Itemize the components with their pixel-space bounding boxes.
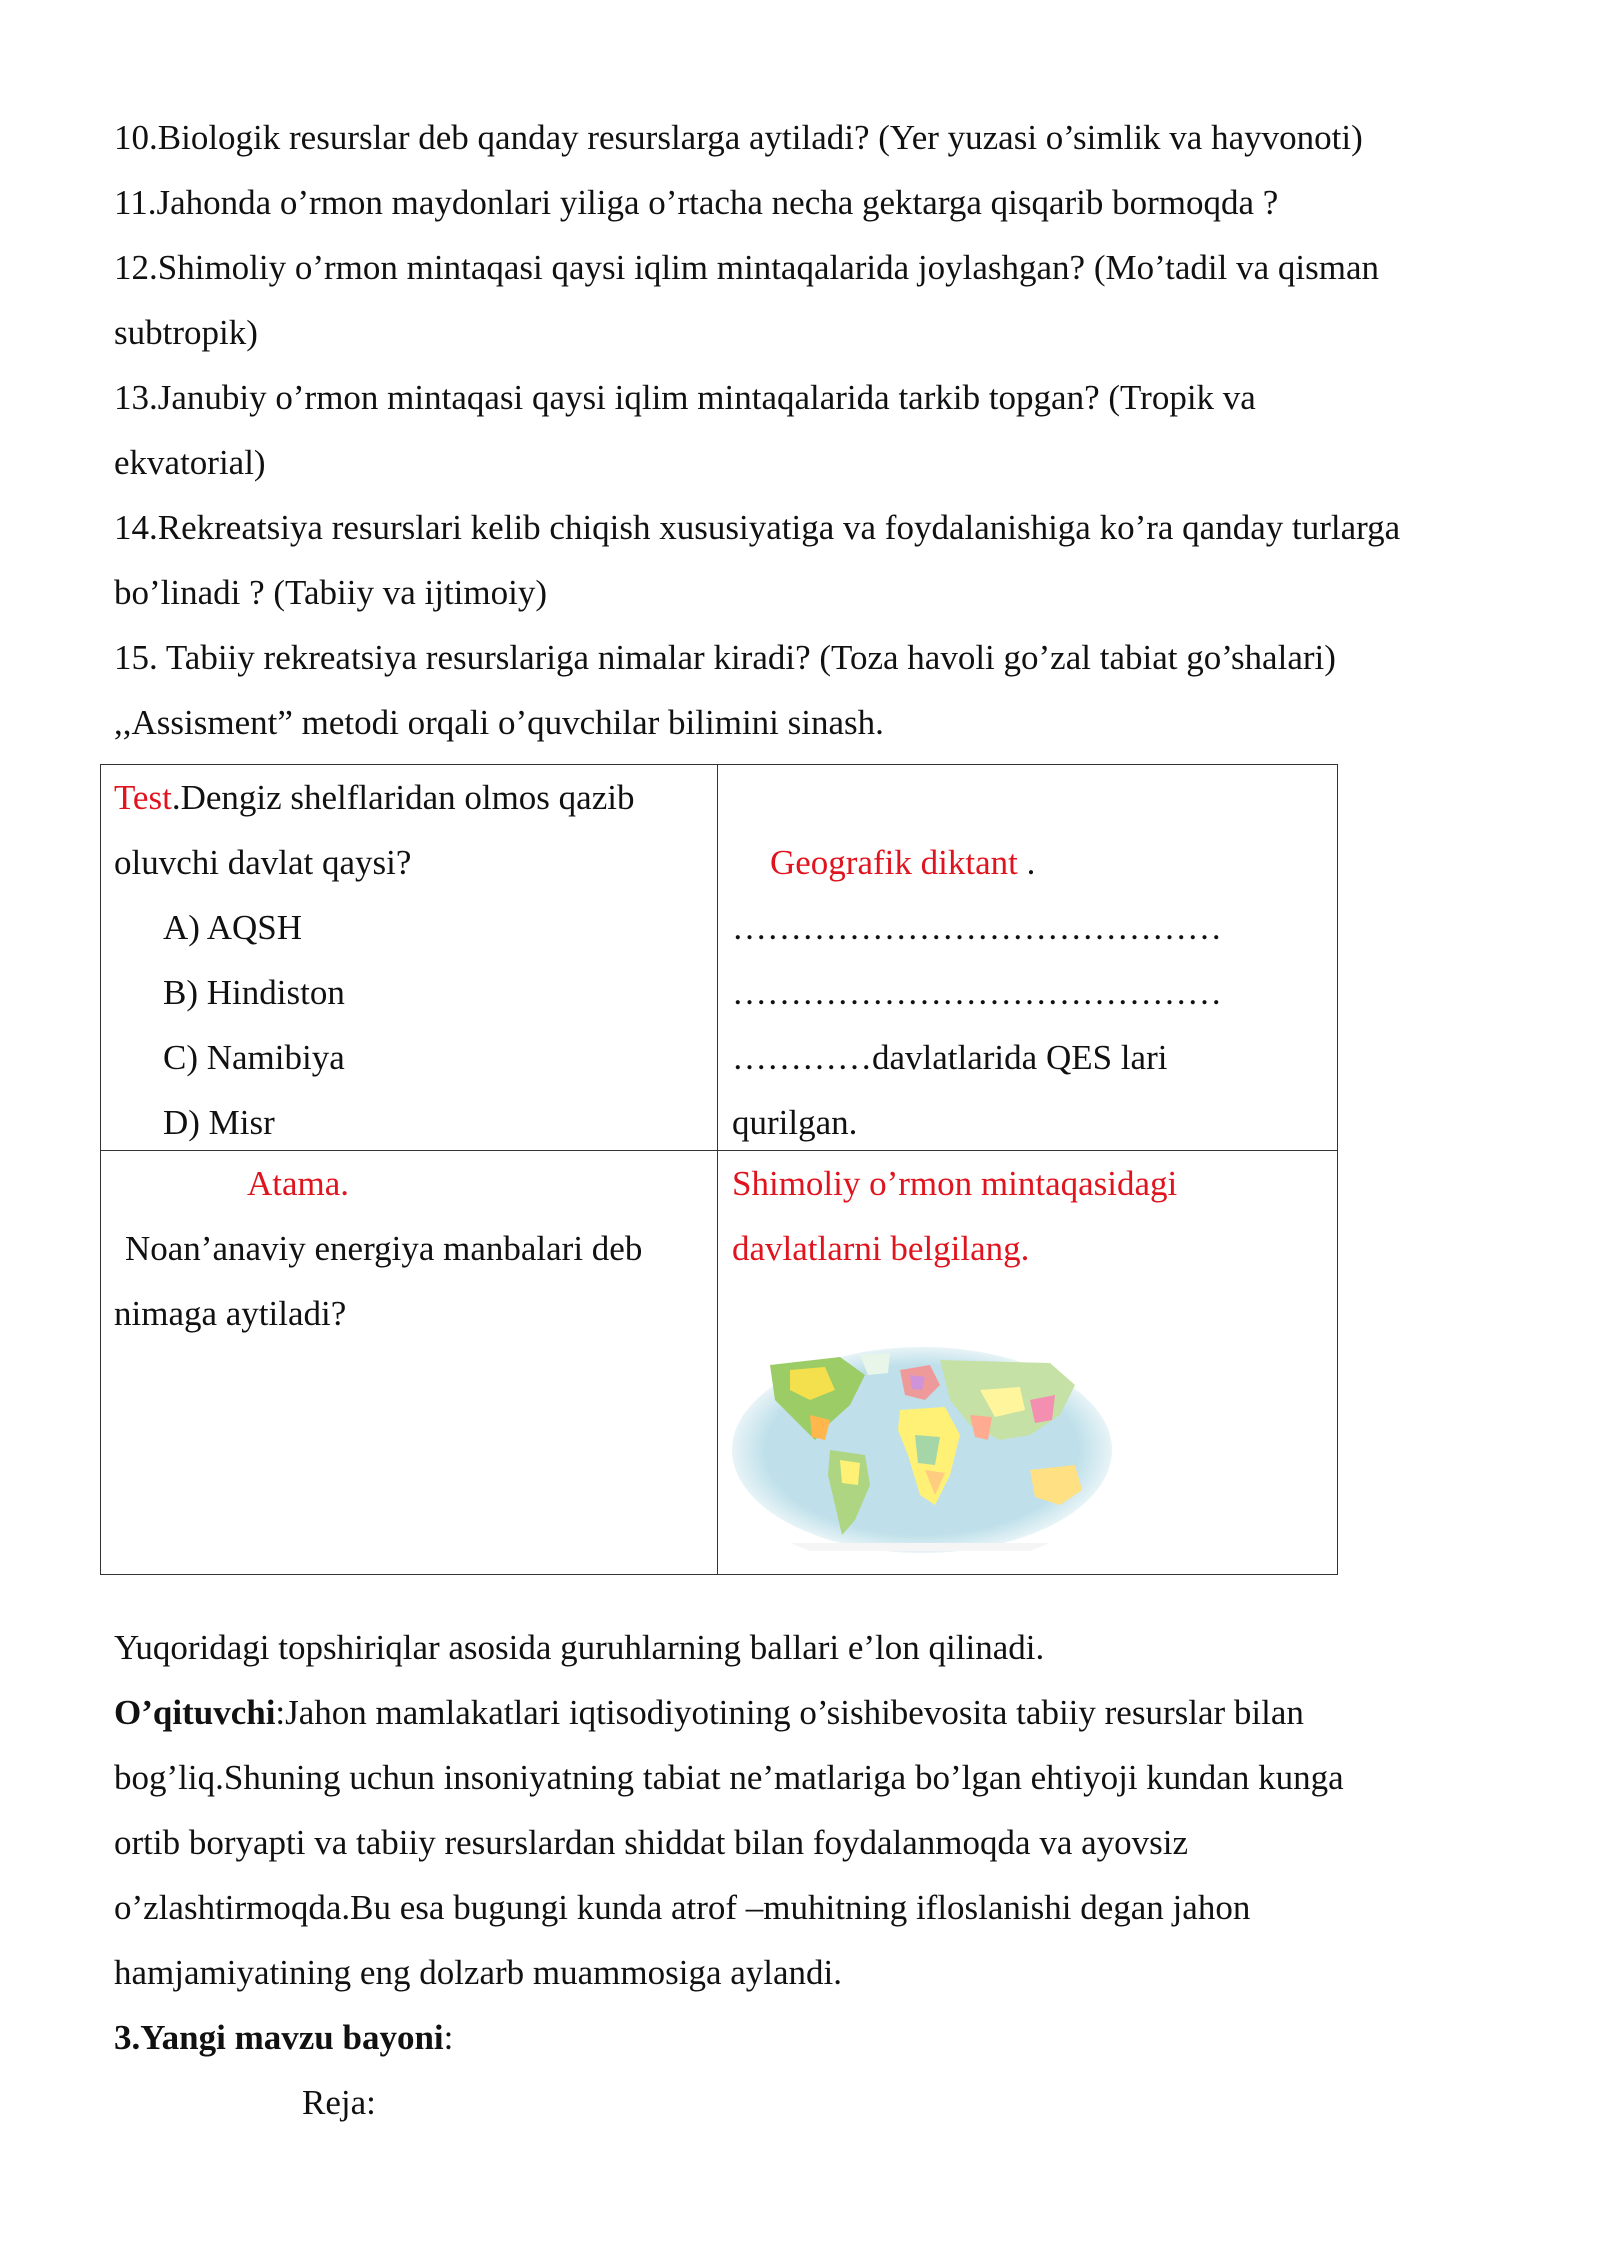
teacher-line-2: bog’liq.Shuning uchun insoniyatning tabiat ne’matlariga bo’lgan ehtiyoji kundan kunga: [114, 1758, 1344, 1797]
test-cell: [101, 765, 718, 1151]
diktant-line-4: qurilgan.: [732, 1103, 858, 1142]
atama-line-1: Noan’anaviy energiya manbalari deb: [125, 1229, 643, 1268]
question-12: 12.Shimoliy o’rmon mintaqasi qaysi iqlim mintaqalarida joylashgan? (Mo’tadil va qisman: [114, 248, 1379, 287]
diktant-title-line: Geografik diktant .: [770, 843, 1036, 882]
question-14: 14.Rekreatsiya resurslari kelib chiqish xususiyatiga va foydalanishiga ko’ra qanday turlarga: [114, 508, 1401, 547]
diktant-cell: [718, 765, 1338, 1151]
option-c: C) Namibiya: [163, 1038, 345, 1077]
atama-line-2: nimaga aytiladi?: [114, 1294, 347, 1333]
atama-cell: [101, 1151, 718, 1575]
world-map-image: [730, 1345, 1114, 1555]
diktant-blank-1: ……………………………………: [732, 908, 1222, 947]
teacher-line-5: hamjamiyatining eng dolzarb muammosiga aylandi.: [114, 1953, 843, 1992]
section-heading: 3.Yangi mavzu bayoni:: [114, 2018, 454, 2057]
option-b: B) Hindiston: [163, 973, 345, 1012]
question-15: 15. Tabiiy rekreatsiya resurslariga nimalar kiradi? (Toza havoli go’zal tabiat go’shalari): [114, 638, 1336, 677]
group-scores-line: Yuqoridagi topshiriqlar asosida guruhlarning ballari e’lon qilinadi.: [114, 1628, 1045, 1667]
test-question-line1: Test.Dengiz shelflaridan olmos qazib: [114, 778, 635, 817]
question-13: 13.Janubiy o’rmon mintaqasi qaysi iqlim mintaqalarida tarkib topgan? (Tropik va: [114, 378, 1256, 417]
test-question-line2: oluvchi davlat qaysi?: [114, 843, 412, 882]
map-task-line-1: Shimoliy o’rmon mintaqasidagi: [732, 1164, 1178, 1203]
question-13-cont: ekvatorial): [114, 443, 266, 482]
map-task-line-2: davlatlarni belgilang.: [732, 1229, 1030, 1268]
question-14-cont: bo’linadi ? (Tabiiy va ijtimoiy): [114, 573, 548, 612]
assessment-table: [100, 764, 1338, 1575]
question-12-cont: subtropik): [114, 313, 258, 352]
test-label: Test: [114, 778, 172, 817]
teacher-line-1: O’qituvchi:Jahon mamlakatlari iqtisodiyotining o’sishibevosita tabiiy resurslar bilan: [114, 1693, 1304, 1732]
plan-label: Reja:: [302, 2083, 376, 2122]
diktant-blank-2: ……………………………………: [732, 973, 1222, 1012]
teacher-line-4: o’zlashtirmoqda.Bu esa bugungi kunda atrof –muhitning ifloslanishi degan jahon: [114, 1888, 1251, 1927]
option-a: A) AQSH: [163, 908, 303, 947]
teacher-label: O’qituvchi: [114, 1693, 276, 1732]
question-10: 10.Biologik resurslar deb qanday resurslarga aytiladi? (Yer yuzasi o’simlik va hayvonoti): [114, 118, 1363, 157]
question-11: 11.Jahonda o’rmon maydonlari yiliga o’rtacha necha gektarga qisqarib bormoqda ?: [114, 183, 1279, 222]
section-title: 3.Yangi mavzu bayoni: [114, 2018, 444, 2057]
teacher-line-3: ortib boryapti va tabiiy resurslardan shiddat bilan foydalanmoqda va ayovsiz: [114, 1823, 1189, 1862]
atama-title: Atama.: [247, 1164, 350, 1203]
option-d: D) Misr: [163, 1103, 275, 1142]
diktant-title: Geografik diktant: [770, 843, 1018, 882]
assessment-intro: ,,Assisment” metodi orqali o’quvchilar bilimini sinash.: [114, 703, 884, 742]
diktant-line-3: …………davlatlarida QES lari: [732, 1038, 1168, 1077]
